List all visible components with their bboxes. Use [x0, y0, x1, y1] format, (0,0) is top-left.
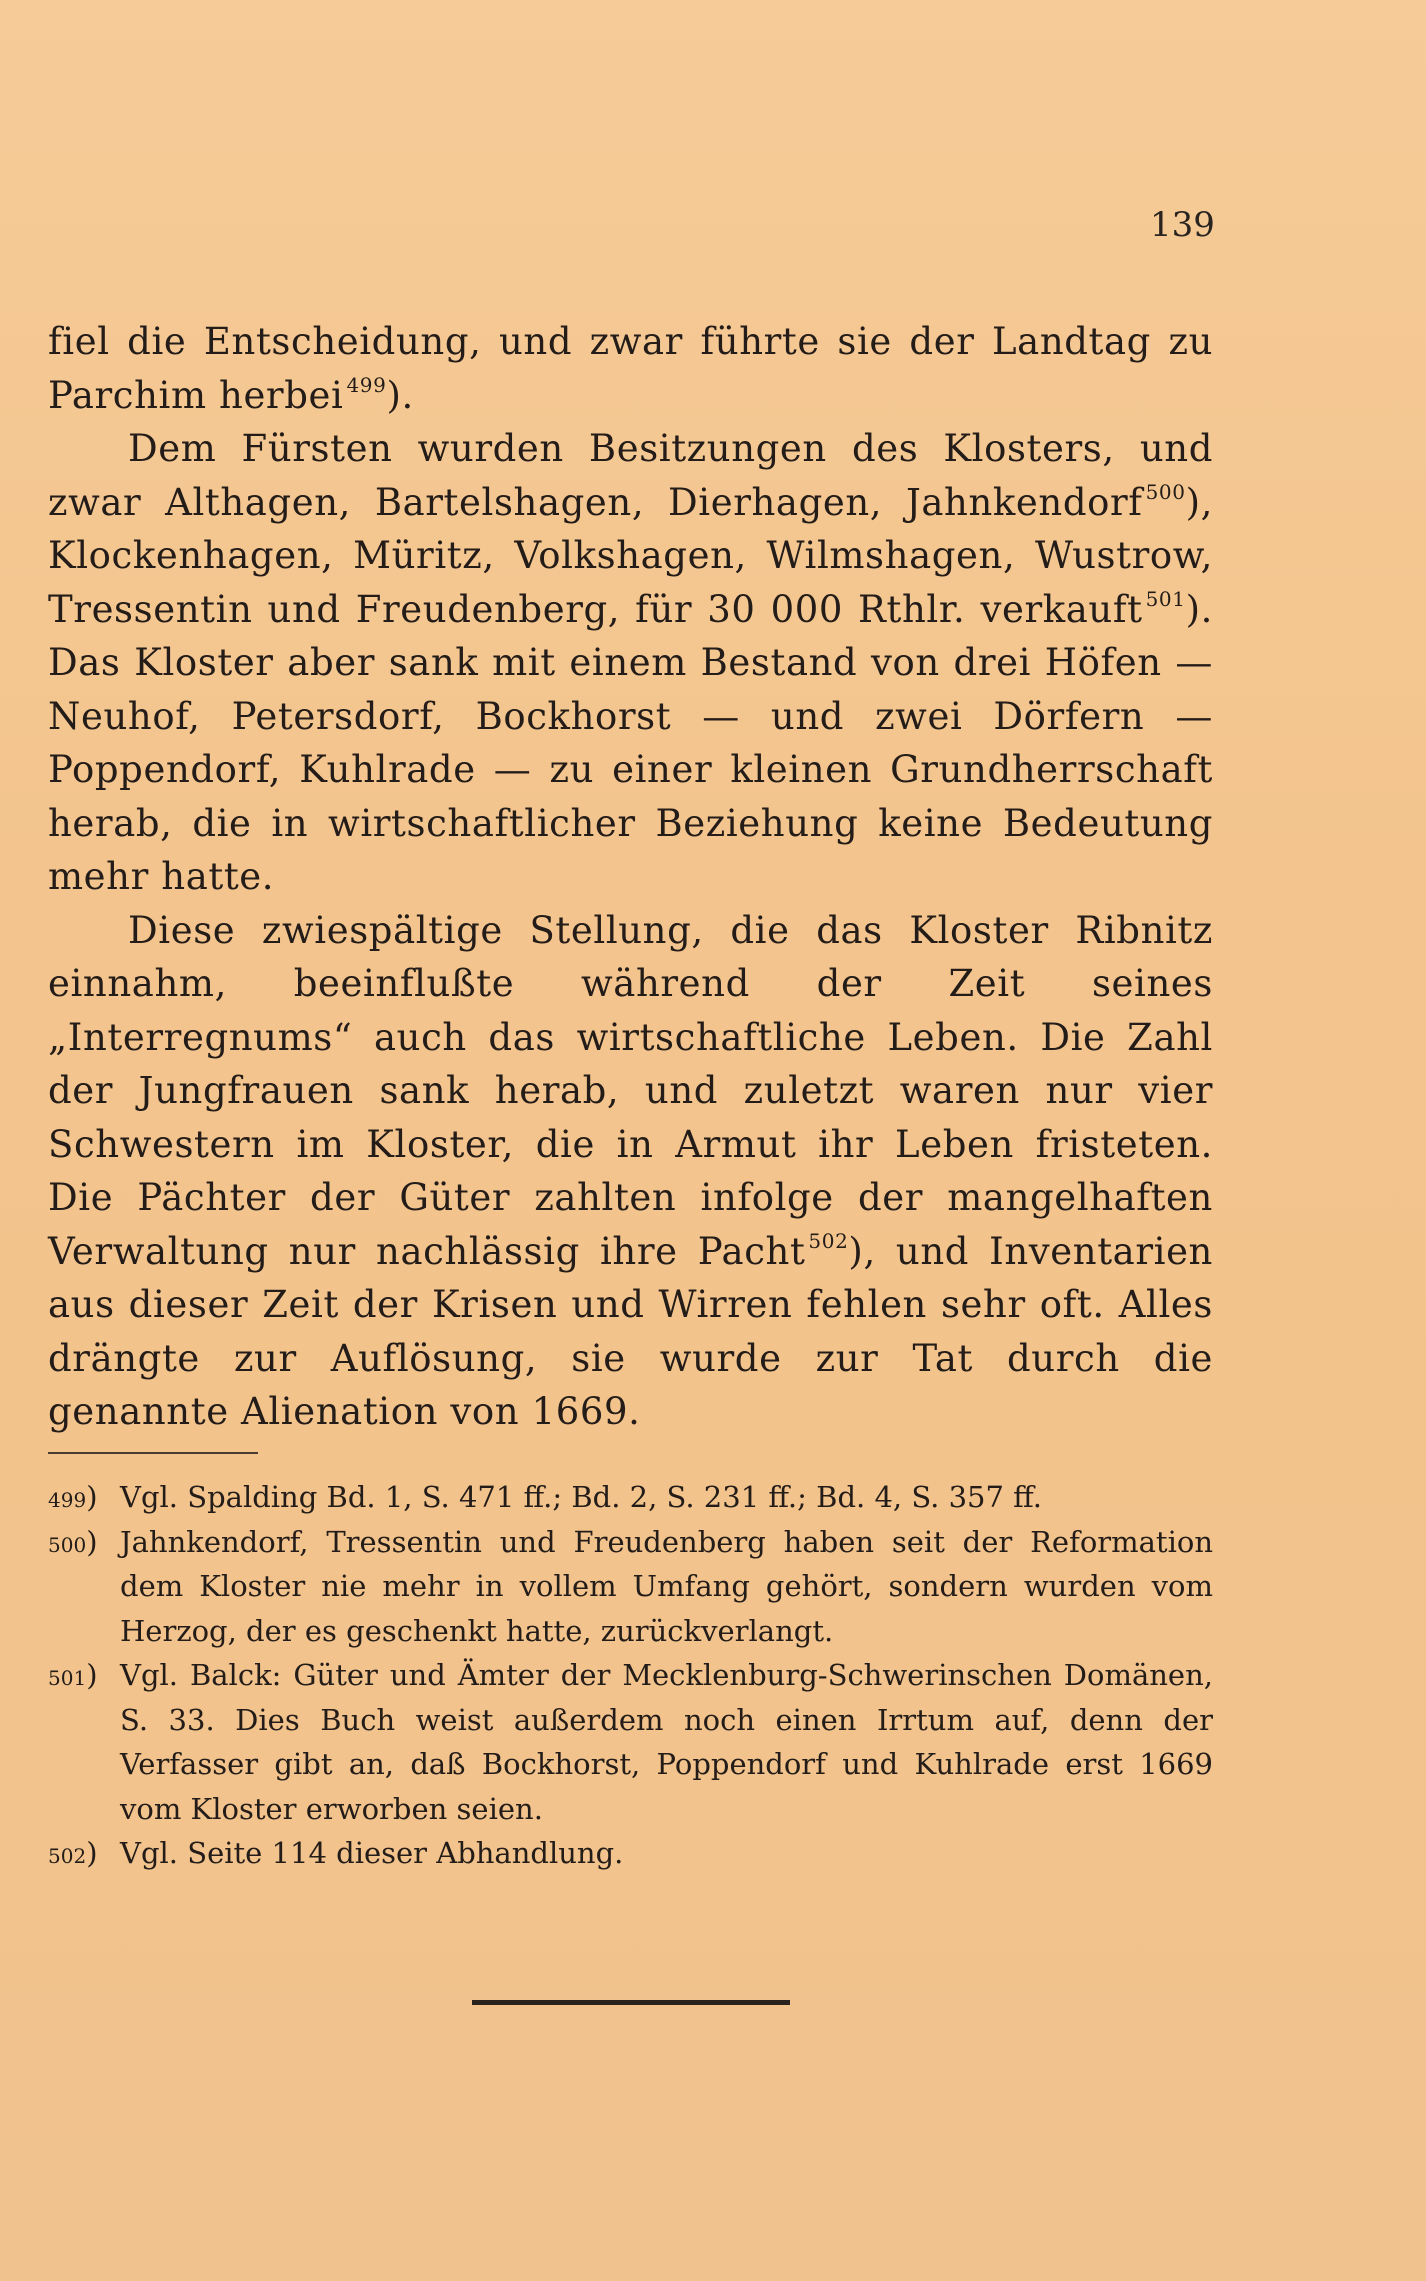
paragraph [48, 904, 1213, 1439]
main-text [48, 315, 1213, 1439]
paragraph [48, 315, 1213, 422]
footnote-marker [48, 1520, 98, 1568]
footnote-number: 499 [48, 1488, 87, 1512]
footnote-reference: 502 [808, 1228, 849, 1253]
paragraph [48, 422, 1213, 904]
footnote-marker [48, 1831, 98, 1879]
footnote-text: Jahnkendorf, Tressentin und Freudenberg haben seit der Reformation dem Kloster nie mehr in vollem Umfang gehört, sondern wurden vom Herzog, der es geschenkt hatte, zurückverlangt. [120, 1524, 1213, 1648]
footnote-number: 500 [48, 1532, 87, 1557]
footnote [48, 1520, 1213, 1654]
footnote-text: Vgl. Seite 114 dieser Abhandlung. [120, 1836, 624, 1870]
paragraph-text: Diese zwiespältige Stellung, die das Kloster Ribnitz einnahm, beeinflußte während der Zeit seines „Interregnums“ auch das wirtschaftliche Leben. Die Zahl der Jungfrauen sank herab, und zuletzt waren nur vier Schwestern im Kloster, die in Armut ihr Leben fristeten. Die Pächter der Güter zahlten infolge der mangelhaften Verwaltung nur nachlässig ihre Pacht [48, 908, 1213, 1273]
footnote-paren: ) [86, 1836, 98, 1870]
footnote [48, 1475, 1213, 1520]
paragraph-text: ), Klockenhagen, Müritz, Volkshagen, Wilmshagen, Wustrow, Tressentin und Freudenberg, für 30 000 Rthlr. verkauft [48, 480, 1213, 631]
footnote-reference: 499 [346, 372, 387, 397]
paragraph-text: ). Das Kloster aber sank mit einem Bestand von drei Höfen — Neuhof, Petersdorf, Bockhorst — und zwei Dörfern — Poppendorf, Kuhlrade — zu einer kleinen Grundherrschaft herab, die in wirtschaftlicher Beziehung keine Bedeutung mehr hatte. [48, 587, 1213, 898]
footnote-marker [48, 1475, 98, 1523]
footnote-reference: 500 [1145, 479, 1186, 504]
footnote-text: Vgl. Spalding Bd. 1, S. 471 ff.; Bd. 2, S. 231 ff.; Bd. 4, S. 357 ff. [120, 1480, 1042, 1514]
footnote-paren: ) [86, 1658, 98, 1692]
footnote [48, 1653, 1213, 1831]
footnote-marker [48, 1653, 98, 1701]
footnote-separator [48, 1452, 258, 1454]
footnote-reference: 501 [1145, 586, 1186, 611]
paragraph-text: Dem Fürsten wurden Besitzungen des Klosters, und zwar Althagen, Bartelshagen, Dierhagen, Jahnkendorf [48, 427, 1213, 524]
footnote-paren: ) [86, 1480, 98, 1514]
footnote-number: 501 [48, 1666, 87, 1690]
paragraph-text: ). [386, 373, 414, 417]
footnotes [48, 1475, 1213, 1876]
footnote [48, 1831, 1213, 1876]
paragraph-text: ), und Inventarien aus dieser Zeit der Krisen und Wirren fehlen sehr oft. Alles drängte zur Auflösung, sie wurde zur Tat durch die genannte Alienation von 1669. [48, 1229, 1213, 1433]
footnote-text: Vgl. Balck: Güter und Ämter der Mecklenburg-Schwerinschen Domänen, S. 33. Dies Buch weist außerdem noch einen Irrtum auf, denn der Verfasser gibt an, daß Bockhorst, Poppendorf und Kuhlrade erst 1669 vom Kloster erworben seien. [120, 1658, 1213, 1826]
footnote-paren: ) [86, 1524, 98, 1559]
page-number: 139 [1150, 205, 1215, 245]
footnote-number: 502 [48, 1844, 87, 1868]
paragraph-text: fiel die Entscheidung, und zwar führte sie der Landtag zu Parchim herbei [48, 320, 1213, 417]
end-rule [472, 2000, 790, 2005]
